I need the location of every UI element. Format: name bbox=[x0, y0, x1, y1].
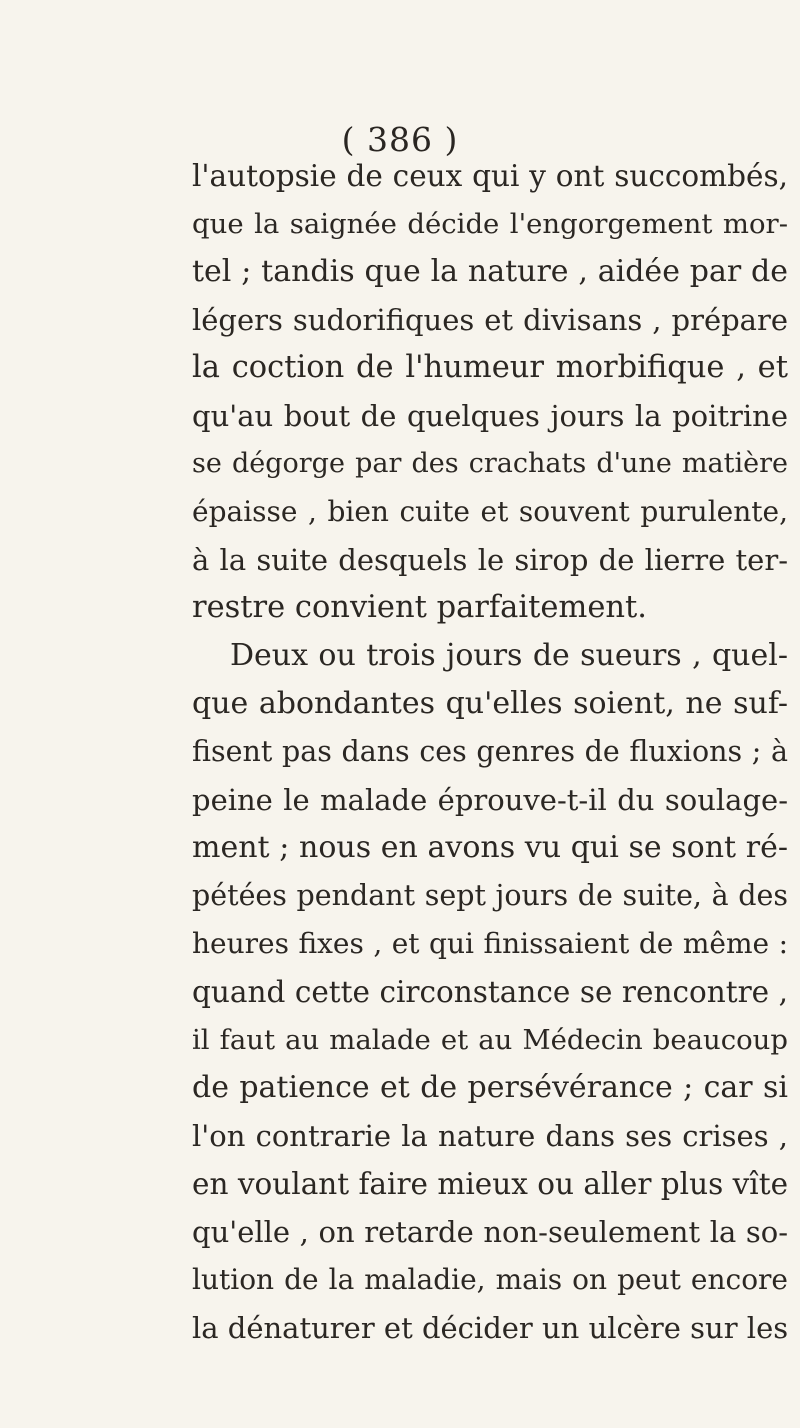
text-line: légers sudorifiques et divisans , prépare bbox=[192, 303, 788, 337]
text-line: qu'au bout de quelques jours la poitrine bbox=[192, 399, 788, 433]
text-line: que abondantes qu'elles soient, ne suf- bbox=[192, 686, 788, 721]
text-line: de patience et de persévérance ; car si bbox=[192, 1070, 788, 1105]
text-line: épaisse , bien cuite et souvent purulente, bbox=[192, 495, 788, 528]
body-text bbox=[192, 152, 788, 1352]
page-number: ( 386 ) bbox=[341, 120, 459, 159]
text-line: restre convient parfaitement. bbox=[192, 590, 647, 625]
text-line: lution de la maladie, mais on peut encore bbox=[192, 1263, 788, 1296]
text-line: la dénaturer et décider un ulcère sur les bbox=[192, 1311, 789, 1345]
text-line: l'on contrarie la nature dans ses crises , bbox=[192, 1119, 788, 1153]
text-line: l'autopsie de ceux qui y ont succombés, bbox=[192, 159, 788, 193]
text-line: que la saignée décide l'engorgement mor- bbox=[192, 208, 788, 240]
text-line: heures fixes , et qui finissaient de même : bbox=[192, 927, 788, 960]
text-line: il faut au malade et au Médecin beaucoup bbox=[192, 1024, 788, 1056]
text-line: peine le malade éprouve-t-il du soulage- bbox=[192, 783, 788, 817]
text-line: se dégorge par des crachats d'une matière bbox=[192, 448, 788, 479]
text-line: pétées pendant sept jours de suite, à des bbox=[192, 879, 788, 912]
text-line: tel ; tandis que la nature , aidée par de bbox=[192, 254, 788, 289]
text-line: qu'elle , on retarde non-seulement la so- bbox=[192, 1215, 788, 1249]
text-line: à la suite desquels le sirop de lierre ter- bbox=[192, 543, 788, 577]
text-line: quand cette circonstance se rencontre , bbox=[192, 975, 788, 1009]
text-line: en voulant faire mieux ou aller plus vîte bbox=[192, 1167, 789, 1201]
text-line: Deux ou trois jours de sueurs , quel- bbox=[230, 638, 788, 673]
text-line: la coction de l'humeur morbifique , et bbox=[192, 350, 788, 385]
text-line: ment ; nous en avons vu qui se sont ré- bbox=[192, 830, 788, 865]
text-line: fisent pas dans ces genres de fluxions ; à bbox=[192, 735, 788, 768]
